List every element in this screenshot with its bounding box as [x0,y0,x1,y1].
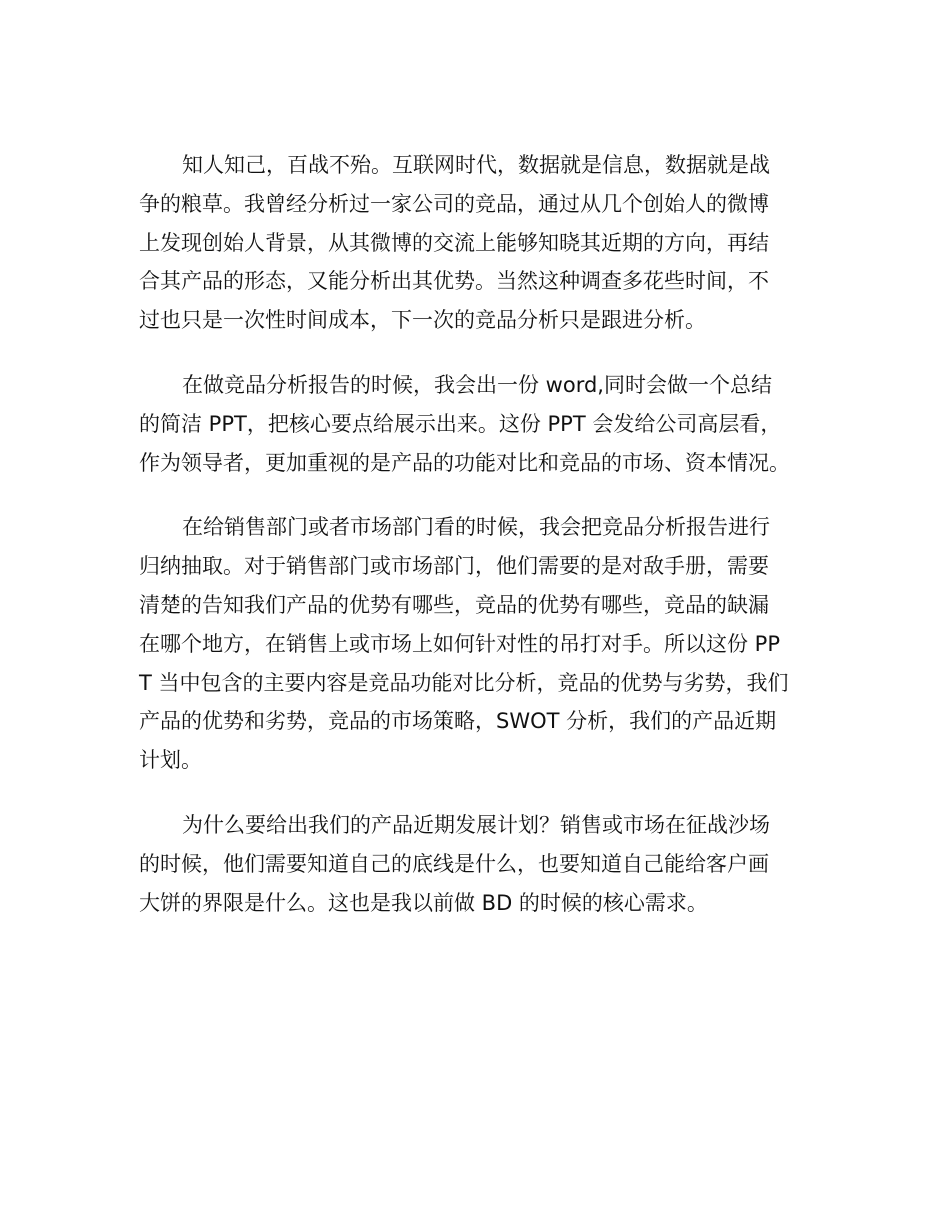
paragraph-line: 合其产品的形态，又能分析出其优势。当然这种调查多花些时间，不 [139,269,769,294]
paragraph-line: 清楚的告知我们产品的优势有哪些，竞品的优势有哪些，竞品的缺漏 [139,592,769,617]
paragraph-1 [139,146,811,340]
paragraph-line: 的时候，他们需要知道自己的底线是什么，也要知道自己能给客户画 [139,851,769,876]
paragraph-2 [139,366,811,482]
paragraph-line: 过也只是一次性时间成本，下一次的竞品分析只是跟进分析。 [139,308,706,333]
paragraph-line: 为什么要给出我们的产品近期发展计划？销售或市场在征战沙场 [182,812,770,837]
paragraph-line: T 当中包含的主要内容是竞品功能对比分析，竞品的优势与劣势，我们 [139,670,789,695]
paragraph-line: 大饼的界限是什么。这也是我以前做 BD 的时候的核心需求。 [139,890,708,915]
document-body [139,146,811,948]
paragraph-line: 的简洁 PPT，把核心要点给展示出来。这份 PPT 会发给公司高层看， [139,411,782,436]
paragraph-line: 在做竞品分析报告的时候，我会出一份 word,同时会做一个总结 [182,372,772,397]
paragraph-4 [139,806,811,922]
paragraph-line: 在哪个地方，在销售上或市场上如何针对性的吊打对手。所以这份 PP [139,631,780,656]
paragraph-line: 归纳抽取。对于销售部门或市场部门，他们需要的是对敌手册，需要 [139,554,769,579]
paragraph-line: 知人知己，百战不殆。互联网时代，数据就是信息，数据就是战 [182,153,770,177]
paragraph-line: 计划。 [139,748,202,773]
paragraph-3 [139,508,811,780]
paragraph-line: 产品的优势和劣势，竞品的市场策略，SWOT 分析，我们的产品近期 [139,709,777,734]
paragraph-line: 上发现创始人背景，从其微博的交流上能够知晓其近期的方向，再结 [139,230,769,255]
paragraph-line: 作为领导者，更加重视的是产品的功能对比和竞品的市场、资本情况。 [139,450,790,475]
paragraph-line: 争的粮草。我曾经分析过一家公司的竞品，通过从几个创始人的微博 [139,191,769,216]
paragraph-line: 在给销售部门或者市场部门看的时候，我会把竞品分析报告进行 [182,515,770,540]
